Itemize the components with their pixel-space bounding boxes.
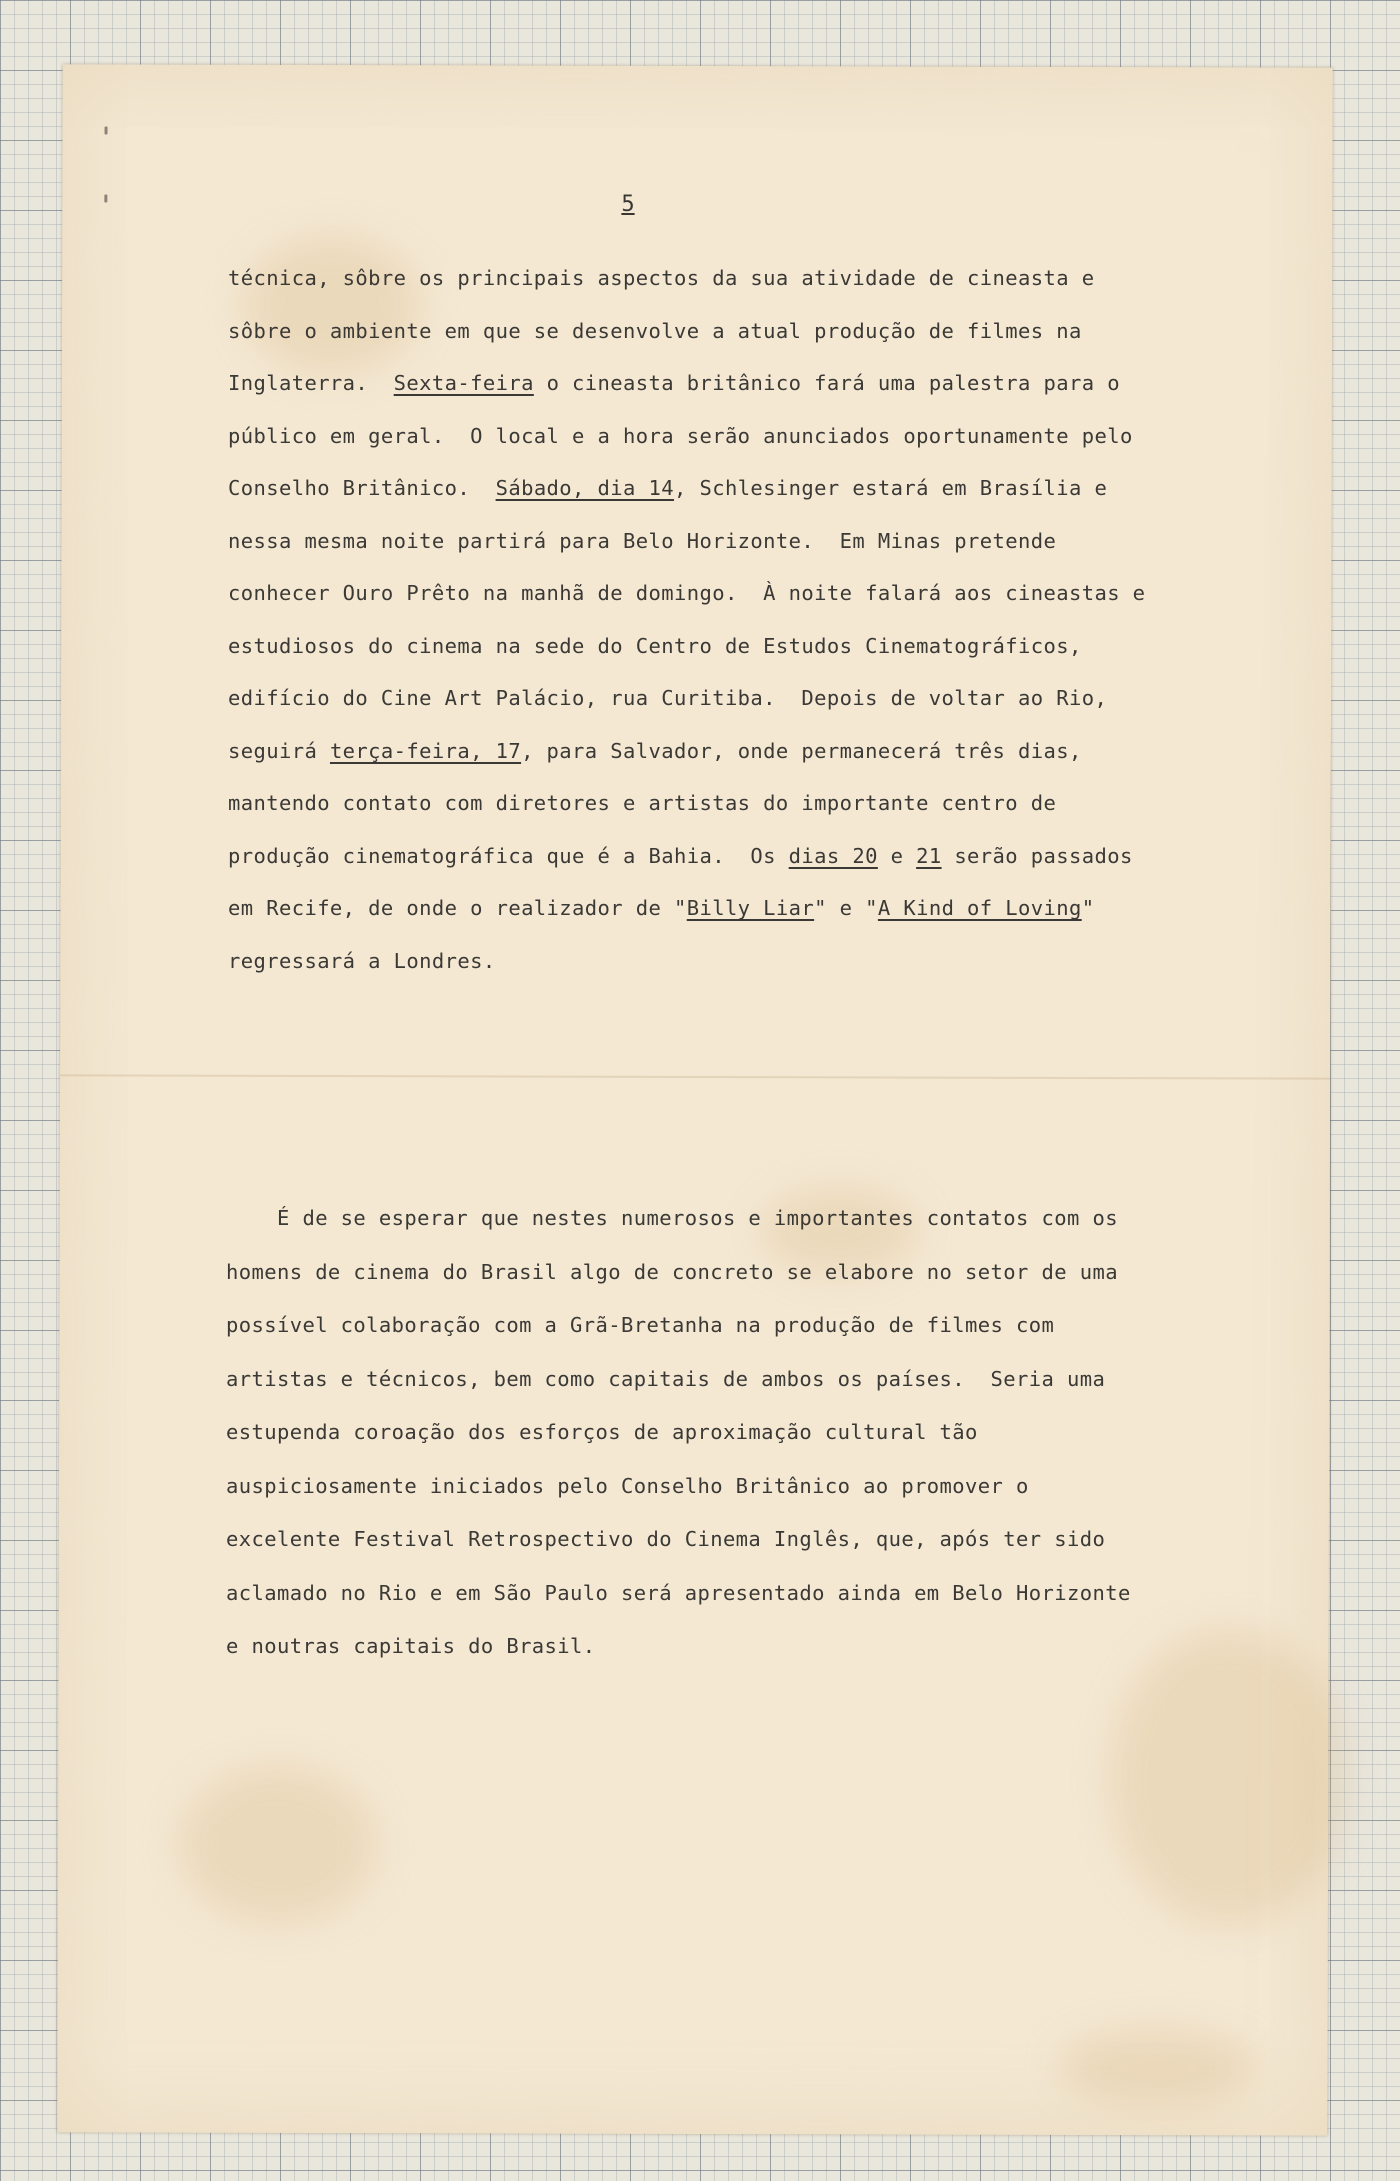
text-line: homens de cinema do Brasil algo de concreto se elabore no setor de uma: [226, 1259, 1118, 1284]
text-line: excelente Festival Retrospectivo do Cinema Inglês, que, após ter sido: [226, 1527, 1106, 1551]
paragraph-1: [228, 252, 1240, 987]
staple-hole-mark: [104, 194, 107, 202]
underlined-text: Billy Liar: [686, 896, 815, 920]
text-line: aclamado no Rio e em São Paulo será apresentado ainda em Belo Horizonte: [226, 1580, 1131, 1605]
text-line: técnica, sôbre os principais aspectos da sua atividade de cineasta e: [228, 266, 1095, 290]
text-line: conhecer Ouro Prêto na manhã de domingo. À noite falará aos cineastas e: [228, 581, 1146, 605]
text-line: produção cinematográfica que é a Bahia. Os dias 20 e 21 serão passados: [228, 843, 1133, 868]
text-line: Inglaterra. Sexta-feira o cineasta britânico fará uma palestra para o: [228, 371, 1120, 395]
underlined-text: Sexta-feira: [393, 371, 534, 395]
paper-crease: [60, 1074, 1330, 1079]
text-line: estupenda coroação dos esforços de aproximação cultural tão: [226, 1420, 978, 1444]
text-line: auspiciosamente iniciados pelo Conselho Britânico ao promover o: [226, 1473, 1029, 1498]
text-line: artistas e técnicos, bem como capitais de ambos os países. Seria uma: [226, 1366, 1106, 1391]
underlined-text: 21: [916, 843, 942, 868]
text-line: Conselho Britânico. Sábado, dia 14, Schlesinger estará em Brasília e: [228, 476, 1108, 500]
text-line: sôbre o ambiente em que se desenvolve a atual produção de filmes na: [228, 318, 1082, 343]
text-line: mantendo contato com diretores e artistas do importante centro de: [228, 791, 1057, 815]
paragraph-2: [226, 1192, 1238, 1674]
underlined-text: A Kind of Loving: [877, 896, 1082, 920]
text-line: nessa mesma noite partirá para Belo Horizonte. Em Minas pretende: [228, 528, 1057, 553]
text-line: É de se esperar que nestes numerosos e importantes contatos com os: [226, 1206, 1118, 1230]
text-line: edifício do Cine Art Palácio, rua Curitiba. Depois de voltar ao Rio,: [228, 686, 1108, 710]
staple-hole-mark: [105, 126, 108, 134]
underlined-text: dias 20: [788, 843, 878, 868]
text-line: público em geral. O local e a hora serão anunciados oportunamente pelo: [228, 423, 1133, 448]
text-line: e noutras capitais do Brasil.: [226, 1634, 596, 1658]
text-line: regressará a Londres.: [228, 948, 496, 973]
text-line: em Recife, de onde o realizador de "Billy Liar" e "A Kind of Loving": [228, 896, 1095, 920]
text-line: possível colaboração com a Grã-Bretanha na produção de filmes com: [226, 1313, 1055, 1337]
text-line: estudiosos do cinema na sede do Centro de Estudos Cinematográficos,: [228, 633, 1082, 658]
underlined-text: terça-feira, 17: [329, 738, 522, 763]
underlined-text: Sábado, dia 14: [495, 476, 674, 500]
text-line: seguirá terça-feira, 17, para Salvador, onde permanecerá três dias,: [228, 738, 1082, 763]
page-number: 5: [621, 192, 635, 217]
